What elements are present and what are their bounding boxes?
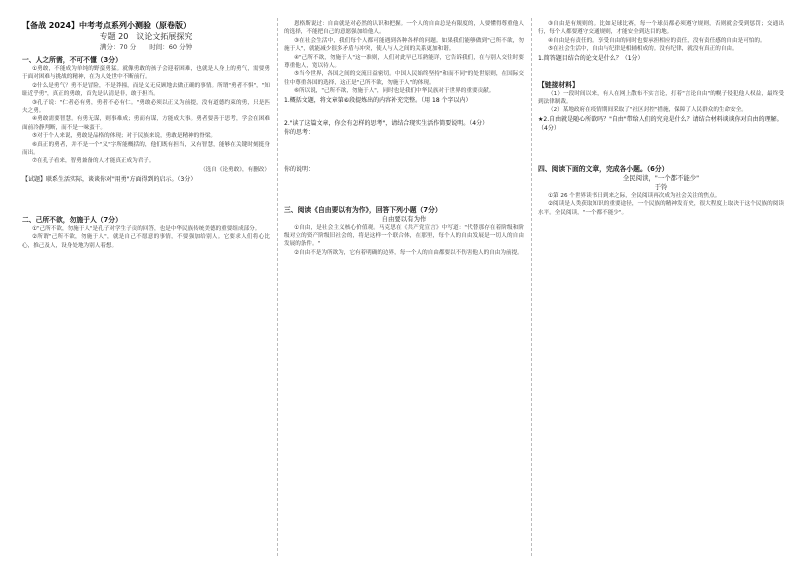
column-divider (277, 18, 278, 556)
paragraph: ①勇敢，不能成为单纯的野蛮勇猛。就像勇敢的孩子会迎着困难，也就是人身上的勇气，需要勇于面对困难与挑战的精神，在为人处世中不断前行。 (22, 66, 270, 81)
paragraph: ⑥所以说，"己所不欲，勿施于人"，同时也是我们中华民族对于世界的重要贡献。 (294, 88, 495, 95)
exam-header-tag: 【备战 2024】中考考点系列小测验（原卷版） (22, 21, 192, 30)
paragraph: ③在社会生活中，我们每个人都可能遇到各种各样的问题。如果我们能够做到"己所不欲，勿施于人"，就能减少很多矛盾与冲突，使人与人之间的关系更加和谐。 (284, 37, 524, 53)
paragraph: ⑤当今世界，各国之间的交流日益密切。中国人民始终坚持"和而不同"的处世原则，在国际交往中尊重各国的选择，这正是"己所不欲，勿施于人"的体现。 (284, 71, 524, 86)
paragraph: ①"己所不欲，勿施于人"是孔子对学生子贡的回答，也是中华民族传统美德的重要组成部分。 (32, 225, 261, 232)
section-3-title: 三、阅读《自由要以有为作》，回答下列小题（7分） (284, 205, 442, 214)
question: 【试题】联系生活实际，谈谈你对"用勇"方面得到的启示。（3分） (22, 175, 197, 183)
answer-label: 你的说明： (284, 165, 315, 173)
answer-space[interactable] (22, 184, 270, 212)
question: 1.概括文题，将文章第⑥段提炼出的内容补充完整。（用 18 个字以内） (284, 96, 472, 104)
column-middle (284, 20, 524, 556)
section-1-title: 一、人之所需，不可不懂（3分） (22, 56, 122, 64)
paragraph: ④"己所不欲，勿施于人"这一准则，人们对此早已耳熟能详，它告诉我们，在与别人交往时要尊重他人，宽以待人。 (284, 54, 524, 70)
paragraph: ③自由是有规则的。比如足球比赛，每一个球员都必须遵守规则，否则就会受到惩罚；交通出行，每个人都要遵守交通规则，才能安全到达目的地。 (538, 21, 784, 36)
answer-label: 你的思考： (284, 128, 315, 136)
paragraph: ⑤在社会生活中，自由与纪律是相辅相成的。没有纪律，就没有真正的自由。 (548, 46, 738, 53)
column-right (538, 20, 784, 556)
question: 1.简答题目结合的论文是什么？（1分） (538, 54, 644, 62)
paragraph: ①第 26 个世界读书日到来之际，全民阅读再次成为社会关注的焦点。 (548, 192, 721, 199)
paragraph: （1）一段时间以来，有人在网上散布不实言论，打着"言论自由"的幌子侵犯他人权益，最终受到法律制裁。 (538, 90, 784, 106)
paragraph: ⑤对于个人来说，勇敢是品格的体现；对于民族来说，勇敢是精神的脊梁。 (32, 133, 217, 140)
paragraph: ②什么是勇气？勇不是冒险，不是莽撞，而是义无反顾地去做正确的事情。所谓"勇者不惧"，"知耻近乎勇"，真正的勇敢，首先是认清是非，敢于担当。 (22, 82, 270, 98)
paragraph: ①自由，是社会主义核心价值观。马克思在《共产党宣言》中写道："代替那存在着阶级和阶级对立的资产阶级旧社会的，将是这样一个联合体，在那里，每个人的自由发展是一切人的自由发展的条件。" (284, 224, 524, 248)
article-title: 全民阅读，"一个都不能少" (622, 173, 700, 182)
paragraph: （2）某地政府在疫情期间采取了"社区封控"措施，保障了人民群众的生命安全。 (548, 107, 747, 114)
section-2-title: 二、己所不欲，勿施于人（7分） (22, 215, 122, 224)
answer-space[interactable] (284, 174, 524, 202)
paragraph: ②所谓"己所不欲，勿施于人"，就是自己不愿意的事情，不要强加给别人。它要求人们将心比心，推己及人，设身处地为别人着想。 (22, 234, 270, 249)
article-author: 于铃 (654, 182, 668, 191)
paragraph: ④勇敢需要智慧。有勇无谋，则事难成；勇而有谋，方能成大事。勇者要善于思考，学会在困难面前冷静判断，而不是一味蛮干。 (22, 116, 270, 131)
paragraph: ②阅读是人类获取知识的重要途径，一个民族的精神发育史，很大程度上取决于这个民族的阅读水平。全民阅读，"一个都不能少"。 (538, 201, 784, 216)
column-left (22, 20, 270, 556)
paragraph: ⑦在孔子看来，智勇兼备的人才能真正成为君子。 (32, 158, 155, 165)
section-4-title: 四、阅读下面的文章，完成各小题。（6分） (538, 164, 669, 173)
paragraph: ③孔子说："仁者必有勇，勇者不必有仁。"勇敢必须以正义为前提，没有道德约束的勇，只是匹夫之勇。 (22, 99, 270, 115)
source-note: （选自《论勇敢》，有删改） (200, 166, 270, 173)
column-divider (531, 18, 532, 556)
question: 2."读了这篇文章，你会有怎样的思考"，请结合现实生活作简要说明。（4分） (284, 119, 489, 127)
answer-space[interactable] (538, 63, 784, 77)
paragraph: 恩格斯说过：自由就是对必然的认识和把握。一个人的自由总是有限度的，人要懂得尊重他人的选择，不能把自己的意愿强加给他人。 (284, 21, 524, 36)
paragraph: ⑥真正的勇者，并不是一个"义"字所能概括的，他们既有担当，又有智慧，能够在关键时刻挺身而出。 (22, 141, 270, 157)
paragraph: ②自由不是为所欲为，它有着明确的边界，每一个人的自由都要以不伤害他人的自由为前提。 (294, 249, 523, 256)
exam-subject: 专题 20 议论文拓展探究 (99, 32, 193, 41)
question: ★2.自由就是随心所欲吗？"自由"带给人们的究竟是什么？请结合材料谈谈你对自由的理解。（4分） (538, 115, 783, 132)
answer-space[interactable] (284, 137, 524, 165)
answer-space[interactable] (538, 133, 784, 161)
article-title: 自由要以有为作 (381, 214, 427, 223)
link-material-title: 【链接材料】 (538, 80, 579, 89)
paragraph: ④自由是有责任的。享受自由的同时也要承担相应的责任，没有责任感的自由是可怕的。 (548, 37, 766, 44)
answer-space[interactable] (284, 105, 524, 119)
exam-meta: 满分：70 分 时间：60 分钟 (99, 43, 193, 51)
